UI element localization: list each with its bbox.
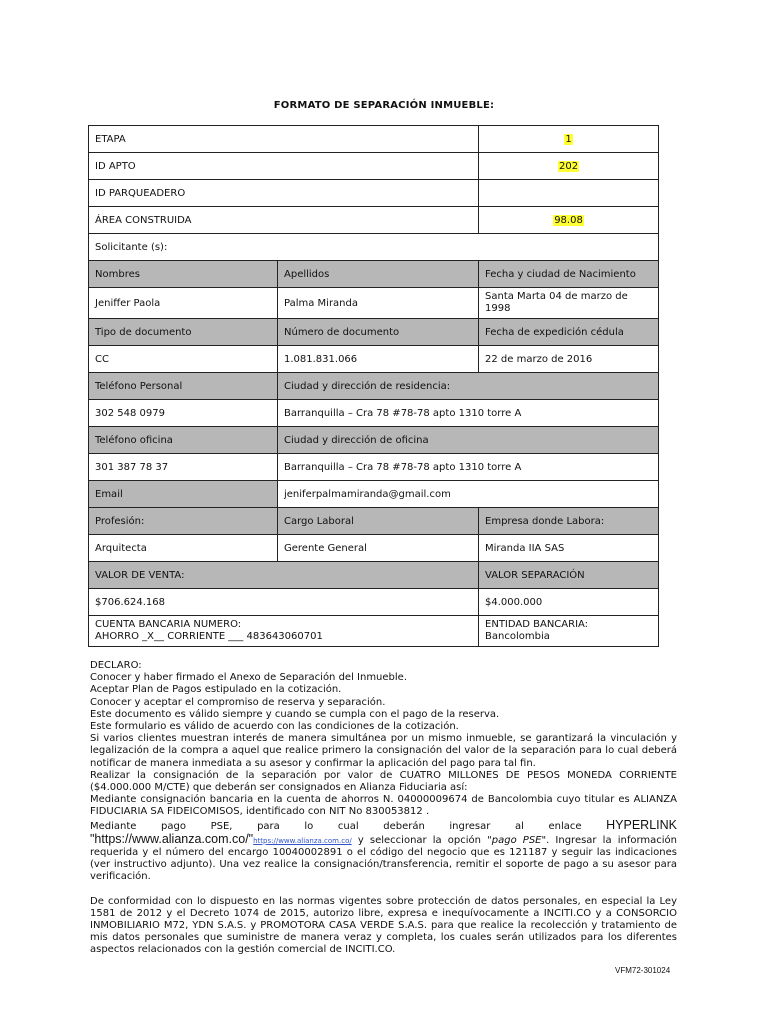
table-row-etapa	[89, 126, 659, 153]
declaro-line: Este formulario es válido de acuerdo con las condiciones de la cotización.	[90, 721, 459, 733]
value-apellidos: Palma Miranda	[278, 288, 479, 319]
header-email: Email	[89, 481, 278, 508]
paragraph-pse	[90, 819, 677, 884]
header-tipo-documento: Tipo de documento	[89, 319, 278, 346]
table-row-header-profesion	[89, 508, 659, 535]
value-numero-documento: 1.081.831.066	[278, 346, 479, 373]
table-row-header-valor	[89, 562, 659, 589]
table-row-email	[89, 481, 659, 508]
page-title: FORMATO DE SEPARACIÓN INMUEBLE:	[273, 100, 495, 111]
footer-code: VFM72-301024	[615, 966, 671, 975]
cuenta-bancaria	[89, 616, 479, 647]
label-id-apto: ID APTO	[89, 153, 479, 180]
table-row-cuenta	[89, 616, 659, 647]
declaro-line: Conocer y aceptar el compromiso de reserva y separación.	[90, 696, 386, 708]
pse-rest-b: . Ingresar la información requerida y el número del encargo 10040002891 o el código del negocio que es 121187 y seguir las indicaciones (ver instructivo adjunto). Una vez realice la consignación/transferencia, remitir el soporte de pago a su asesor para verificación.	[90, 834, 677, 883]
pse-url-text: "https://www.alianza.com.co/"	[90, 831, 254, 846]
value-id-apto: 202	[558, 160, 579, 172]
value-id-parqueadero	[479, 180, 659, 207]
header-cargo: Cargo Laboral	[278, 508, 479, 535]
pse-option: "pago PSE"	[487, 834, 547, 846]
table-row-values-valor	[89, 589, 659, 616]
header-valor-separacion: VALOR SEPARACIÓN	[479, 562, 659, 589]
table-row-values-documento	[89, 346, 659, 373]
paragraph-cuenta: Mediante consignación bancaria en la cuenta de ahorros N. 04000009674 de Bancolombia cuyo titular es ALIANZA FIDUCIARIA SA FIDEICOMISOS, identificado con NIT No 830053812 .	[90, 794, 677, 818]
header-nacimiento: Fecha y ciudad de Nacimiento	[479, 261, 659, 288]
table-row-values-profesion	[89, 535, 659, 562]
table-row-id-parqueadero	[89, 180, 659, 207]
paragraph-datos-personales: De conformidad con lo dispuesto en las normas vigentes sobre protección de datos personales, en especial la Ley 1581 de 2012 y el Decreto 1074 de 2015, autorizo libre, expresa e inequívocamente a INCITI.CO y a CONSORCIO INMOBILIARIO M72, YDN S.A.S. y PROMOTORA CASA VERDE S.A.S. para que realice la recolección y tratamiento de mis datos personales que suministre de manera veraz y completa, los cuales serán utilizados para los diferentes aspectos relacionados con la gestión comercial de INCITI.CO.	[90, 895, 677, 956]
table-row-header-documento	[89, 319, 659, 346]
value-profesion: Arquitecta	[89, 535, 278, 562]
value-residencia: Barranquilla – Cra 78 #78-78 apto 1310 torre A	[278, 400, 659, 427]
value-valor-separacion: $4.000.000	[479, 589, 659, 616]
header-apellidos: Apellidos	[278, 261, 479, 288]
pse-hyperlink-field: HYPERLINK	[606, 817, 677, 832]
entidad-line1: ENTIDAD BANCARIA:	[485, 619, 589, 630]
header-valor-venta: VALOR DE VENTA:	[89, 562, 479, 589]
paragraph-consignacion: Realizar la consignación de la separación por valor de CUATRO MILLONES DE PESOS MONEDA CORRIENTE ($4.000.000 M/CTE) que deberán ser consignados en Alianza Fiduciaria así:	[90, 769, 677, 794]
label-solicitantes: Solicitante (s):	[89, 234, 659, 261]
label-area: ÁREA CONSTRUIDA	[89, 207, 479, 234]
value-email: jeniferpalmamiranda@gmail.com	[278, 481, 659, 508]
table-row-solicitantes	[89, 234, 659, 261]
value-oficina: Barranquilla – Cra 78 #78-78 apto 1310 torre A	[278, 454, 659, 481]
value-valor-venta: $706.624.168	[89, 589, 479, 616]
declaro-line: Conocer y haber firmado el Anexo de Separación del Inmueble.	[90, 672, 408, 684]
label-id-parqueadero: ID PARQUEADERO	[89, 180, 479, 207]
cuenta-line2: AHORRO _X__ CORRIENTE ___ 483643060701	[95, 631, 323, 642]
declaro-line: Aceptar Plan de Pagos estipulado en la cotización.	[90, 684, 342, 696]
value-tipo-documento: CC	[89, 346, 278, 373]
declaro-line: Este documento es válido siempre y cuando se cumpla con el pago de la reserva.	[90, 708, 500, 720]
pse-rest-a: y seleccionar la opción	[351, 834, 488, 846]
table-row-header-nombres	[89, 261, 659, 288]
header-residencia: Ciudad y dirección de residencia:	[278, 373, 659, 400]
table-row-header-oficina	[89, 427, 659, 454]
label-etapa: ETAPA	[89, 126, 479, 153]
value-cargo: Gerente General	[278, 535, 479, 562]
header-telefono-personal: Teléfono Personal	[89, 373, 278, 400]
value-nacimiento: Santa Marta 04 de marzo de 1998	[479, 288, 659, 319]
header-oficina: Ciudad y dirección de oficina	[278, 427, 659, 454]
entidad-bancaria	[479, 616, 659, 647]
value-empresa: Miranda IIA SAS	[479, 535, 659, 562]
value-telefono-personal: 302 548 0979	[89, 400, 278, 427]
table-row-header-residencia	[89, 373, 659, 400]
header-profesion: Profesión:	[89, 508, 278, 535]
pse-intro: Mediante pago PSE, para lo cual deberán ingresar al enlace	[90, 820, 582, 832]
alianza-link[interactable]: https://www.alianza.com.co/	[253, 836, 352, 845]
table-row-values-residencia	[89, 400, 659, 427]
entidad-line2: Bancolombia	[485, 631, 550, 642]
table-row-area	[89, 207, 659, 234]
header-empresa: Empresa donde Labora:	[479, 508, 659, 535]
header-fecha-expedicion: Fecha de expedición cédula	[479, 319, 659, 346]
header-telefono-oficina: Teléfono oficina	[89, 427, 278, 454]
table-row-values-nombres	[89, 288, 659, 319]
value-area: 98.08	[554, 214, 583, 226]
value-telefono-oficina: 301 387 78 37	[89, 454, 278, 481]
table-row-id-apto	[89, 153, 659, 180]
paragraph-multiple-clients: Si varios clientes muestran interés de manera simultánea por un mismo inmueble, se garantizará la vinculación y legalización de la compra a aquel que realice primero la consignación del valor de la separación para lo cual deberá notificar de manera inmediata a su asesor y confirmar la aplicación del pago para tal fin.	[90, 733, 677, 769]
header-nombres: Nombres	[89, 261, 278, 288]
value-etapa: 1	[565, 133, 572, 145]
header-numero-documento: Número de documento	[278, 319, 479, 346]
table-row-values-oficina	[89, 454, 659, 481]
cuenta-line1: CUENTA BANCARIA NUMERO:	[95, 619, 242, 630]
separation-form-table	[88, 125, 659, 647]
value-nombres: Jeniffer Paola	[89, 288, 278, 319]
value-fecha-expedicion: 22 de marzo de 2016	[479, 346, 659, 373]
declaration-body	[90, 660, 677, 957]
declaro-line: DECLARO:	[90, 660, 142, 671]
